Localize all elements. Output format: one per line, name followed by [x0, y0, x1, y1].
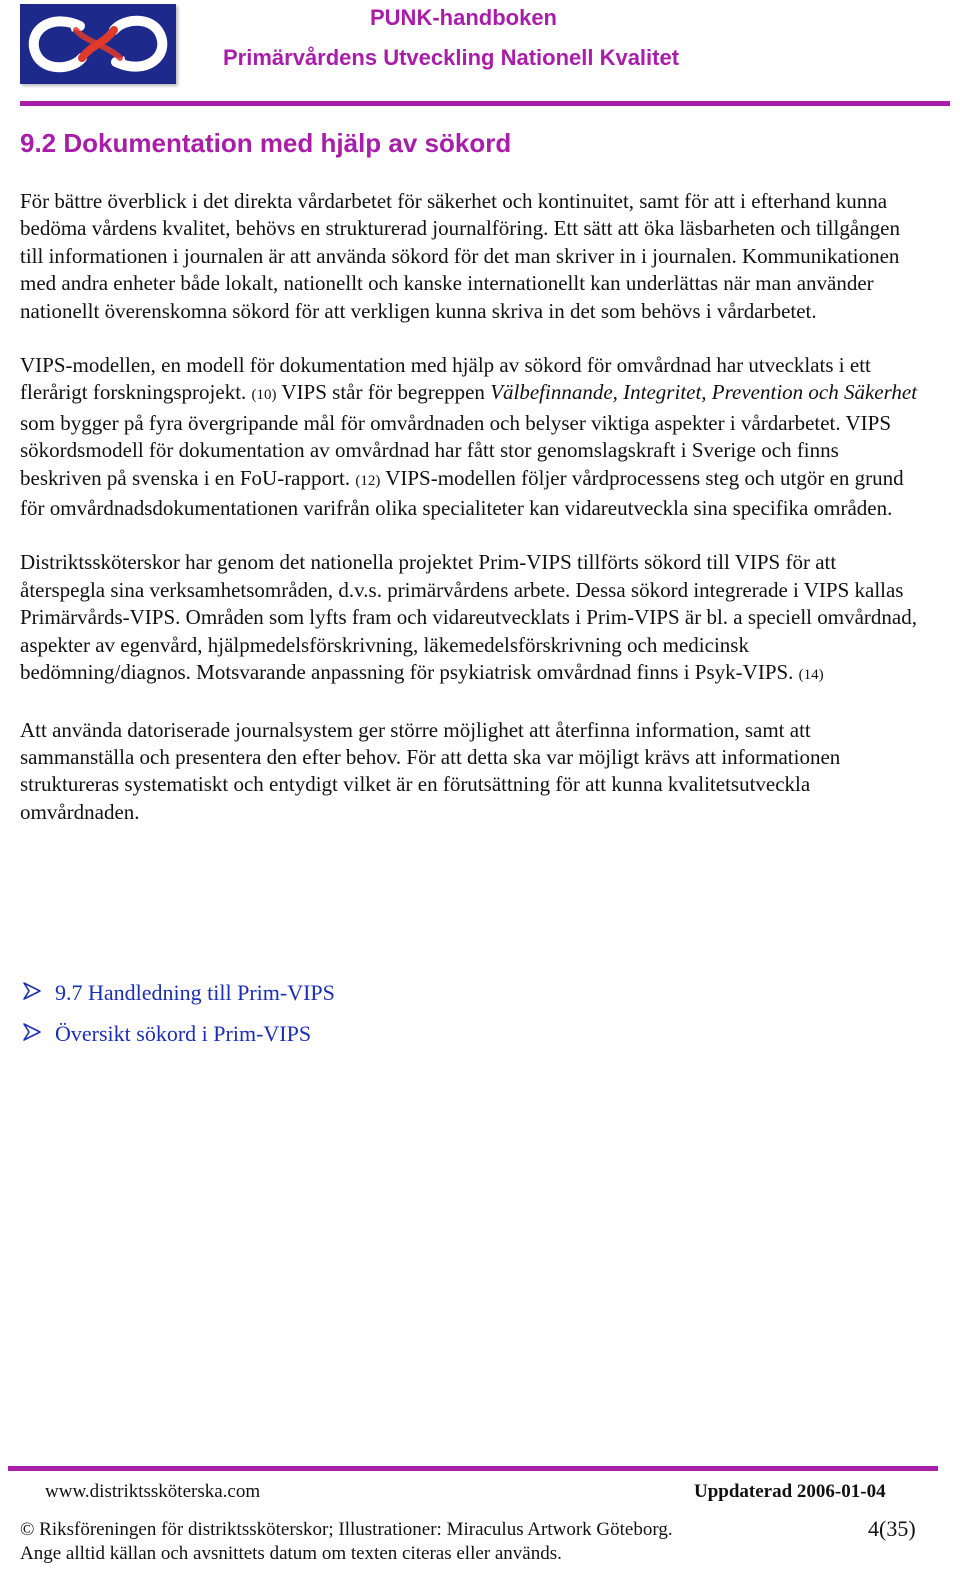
document-title: PUNK-handboken — [370, 5, 557, 30]
list-item — [22, 1019, 622, 1060]
body-text — [20, 188, 925, 853]
footer-url: www.distriktssköterska.com — [45, 1481, 261, 1502]
citation-ref: (14) — [798, 667, 824, 684]
citation-ref: (10) — [251, 387, 277, 404]
header-divider — [20, 101, 950, 106]
link-handledning-prim-vips[interactable]: 9.7 Handledning till Prim-VIPS — [55, 980, 335, 1005]
footer-divider — [8, 1466, 938, 1471]
arrow-bullet-icon — [22, 1019, 55, 1047]
related-links — [22, 978, 622, 1060]
section-heading: 9.2 Dokumentation med hjälp av sökord — [20, 128, 512, 158]
footer-citation-note: Ange alltid källan och avsnittets datum om texten citeras eller används. — [20, 1543, 562, 1564]
paragraph-1: För bättre överblick i det direkta vårdarbetet för säkerhet och kontinuitet, samt för att i efterhand kunna bedöma vårdens kvalitet, behövs en strukturerad journalföring. Ett sätt att öka läsbarheten och tillgången till informationen i journalen är att använda sökord för det man skriver in i journalen. Kommunikationen med andra enheter både lokalt, nationellt och kanske internationellt kan underlättas när man använder nationellt överenskomna sökord för att verkligen kunna skriva in det som behövs i vårdarbetet. — [20, 189, 900, 323]
page-number: 4(35) — [868, 1516, 916, 1541]
paragraph-2-text-a: VIPS-modellen, en modell för dokumentation med hjälp av sökord för omvårdnad har utvecklats i ett flerårigt forskningsprojekt. — [20, 353, 871, 405]
vips-terms: Välbefinnande, Integritet, Prevention och Säkerhet — [490, 380, 918, 405]
logo — [20, 4, 176, 84]
link-oversikt-sokord[interactable]: Översikt sökord i Prim-VIPS — [55, 1021, 312, 1046]
paragraph-3 — [20, 549, 925, 689]
arrow-bullet-icon — [22, 978, 55, 1006]
paragraph-2-text-d: VIPS-modellen följer vårdprocessens steg och utgör en grund för omvårdnadsdokumentationen varifrån olika specialiteter kan vidareutveckla sina specifika områden. — [20, 465, 904, 521]
paragraph-4: Att använda datoriserade journalsystem ger större möjlighet att återfinna information, samt att sammanställa och presentera den efter behov. För att detta ska var möjligt krävs att informationen struktureras systematiskt och entydigt vilket är en förutsättning för att kunna kvalitetsutveckla omvårdnaden. — [20, 717, 841, 824]
paragraph-3-text: Distriktssköterskor har genom det nationella projektet Prim-VIPS tillförts sökord till VIPS för att återspegla sina verksamhetsområden, d.v.s. primärvårdens arbete. Dessa sökord integrerade i VIPS kallas Primärvårds-VIPS. Områden som lyfts fram och vidareutvecklats i Prim-VIPS är bl. a speciell omvårdnad, aspekter av egenvård, hjälpmedelsförskrivning, läkemedelsförskrivning och medicinsk bedömning/diagnos. Motsvarande anpassning för psykiatrisk omvårdnad finns i Psyk-VIPS. — [20, 550, 917, 685]
list-item — [22, 978, 622, 1019]
footer-updated-date: Uppdaterad 2006-01-04 — [694, 1481, 886, 1502]
document-subtitle: Primärvårdens Utveckling Nationell Kvalitet — [223, 45, 680, 70]
paragraph-2 — [20, 352, 925, 522]
citation-ref: (12) — [355, 472, 381, 489]
footer-copyright: © Riksföreningen för distriktssköterskor; Illustrationer: Miraculus Artwork Göteborg. — [20, 1519, 673, 1540]
paragraph-2-text-c: som bygger på fyra övergripande mål för omvårdnaden och belyser viktiga aspekter i vårdarbetet. VIPS sökordsmodell för dokumentation av omvårdnad har fått stor genomslagskraft i Sverige och finns beskriven på svenska i en FoU-rapport. — [20, 410, 892, 490]
paragraph-2-text-b: VIPS står för begreppen — [276, 380, 491, 405]
linked-arrows-logo-icon — [20, 4, 176, 84]
